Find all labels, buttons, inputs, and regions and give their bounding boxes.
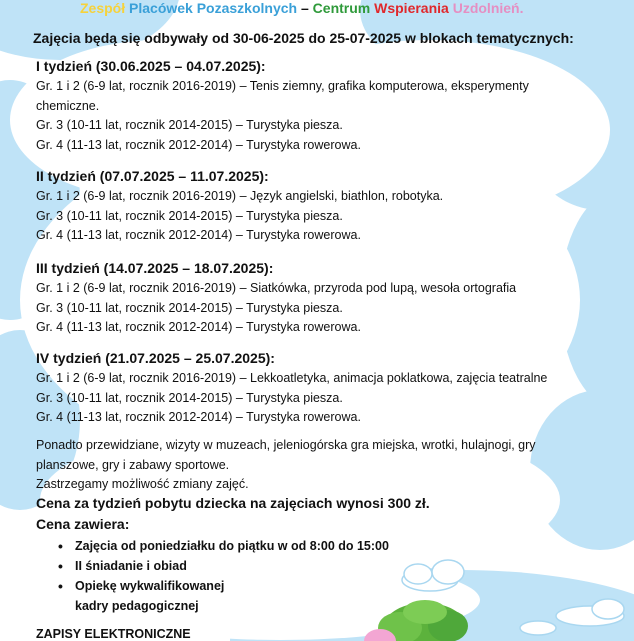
week-block-4 [36, 349, 626, 428]
org-part: Wspierania [370, 0, 449, 16]
list-item: • Opiekę wykwalifikowanej kadry pedagogicznej [58, 576, 235, 616]
includes-list [58, 536, 389, 616]
group-line: Gr. 1 i 2 (6-9 lat, rocznik 2016-2019) – Język angielski, biathlon, robotyka. [36, 189, 444, 203]
group-line: Gr. 4 (11-13 lat, rocznik 2012-2014) – Turystyka rowerowa. [36, 137, 361, 152]
week-title: I tydzień (30.06.2025 – 04.07.2025): [36, 58, 266, 74]
extras-paragraph: Ponadto przewidziane, wizyty w muzeach, jeleniogórska gra miejska, wrotki, hulajnogi, gry planszowe, gry i zabawy sportowe. [36, 438, 536, 472]
org-part: Placówek Pozaszkolnych [125, 0, 298, 16]
group-line: Gr. 1 i 2 (6-9 lat, rocznik 2016-2019) – Lekkoatletyka, animacja poklatkowa, zajęcia teatralne [36, 371, 548, 385]
includes-title: Cena zawiera: [36, 516, 130, 532]
changes-note: Zastrzegamy możliwość zmiany zajęć. [36, 477, 249, 491]
group-line: Gr. 1 i 2 (6-9 lat, rocznik 2016-2019) – Siatkówka, przyroda pod lupą, wesoła ortografia [36, 281, 517, 295]
week-title: II tydzień (07.07.2025 – 11.07.2025): [36, 168, 269, 184]
organization-name [80, 0, 524, 16]
org-part: – [297, 0, 313, 16]
group-line: Gr. 3 (10-11 lat, rocznik 2014-2015) – Turystyka piesza. [36, 300, 343, 315]
group-line: Gr. 4 (11-13 lat, rocznik 2012-2014) – Turystyka rowerowa. [36, 410, 361, 424]
group-line: Gr. 1 i 2 (6-9 lat, rocznik 2016-2019) – Tenis ziemny, grafika komputerowa, eksperymenty chemiczne. [36, 79, 529, 113]
org-part: Uzdolnień. [448, 0, 524, 16]
list-item: • II śniadanie i obiad [58, 556, 389, 576]
price-info: Cena za tydzień pobytu dziecka na zajęciach wynosi 300 zł. [36, 495, 430, 511]
group-line: Gr. 4 (11-13 lat, rocznik 2012-2014) – Turystyka rowerowa. [36, 320, 361, 334]
signup-heading: ZAPISY ELEKTRONICZNE [36, 627, 191, 641]
group-line: Gr. 3 (10-11 lat, rocznik 2014-2015) – Turystyka piesza. [36, 390, 343, 405]
week-block-3 [36, 259, 626, 338]
week-block-1 [36, 57, 626, 155]
list-item: • Zajęcia od poniedziałku do piątku w od 8:00 do 15:00 [58, 536, 389, 556]
group-line: Gr. 3 (10-11 lat, rocznik 2014-2015) – Turystyka piesza. [36, 208, 343, 223]
week-title: IV tydzień (21.07.2025 – 25.07.2025): [36, 350, 275, 366]
group-line: Gr. 4 (11-13 lat, rocznik 2012-2014) – Turystyka rowerowa. [36, 228, 361, 242]
group-line: Gr. 3 (10-11 lat, rocznik 2014-2015) – Turystyka piesza. [36, 118, 343, 132]
org-part: Zespół [80, 0, 126, 16]
org-part: Centrum [312, 0, 371, 16]
intro-text: Zajęcia będą się odbywały od 30-06-2025 do 25-07-2025 w blokach tematycznych: [33, 30, 574, 46]
week-block-2 [36, 167, 626, 246]
week-title: III tydzień (14.07.2025 – 18.07.2025): [36, 260, 274, 276]
